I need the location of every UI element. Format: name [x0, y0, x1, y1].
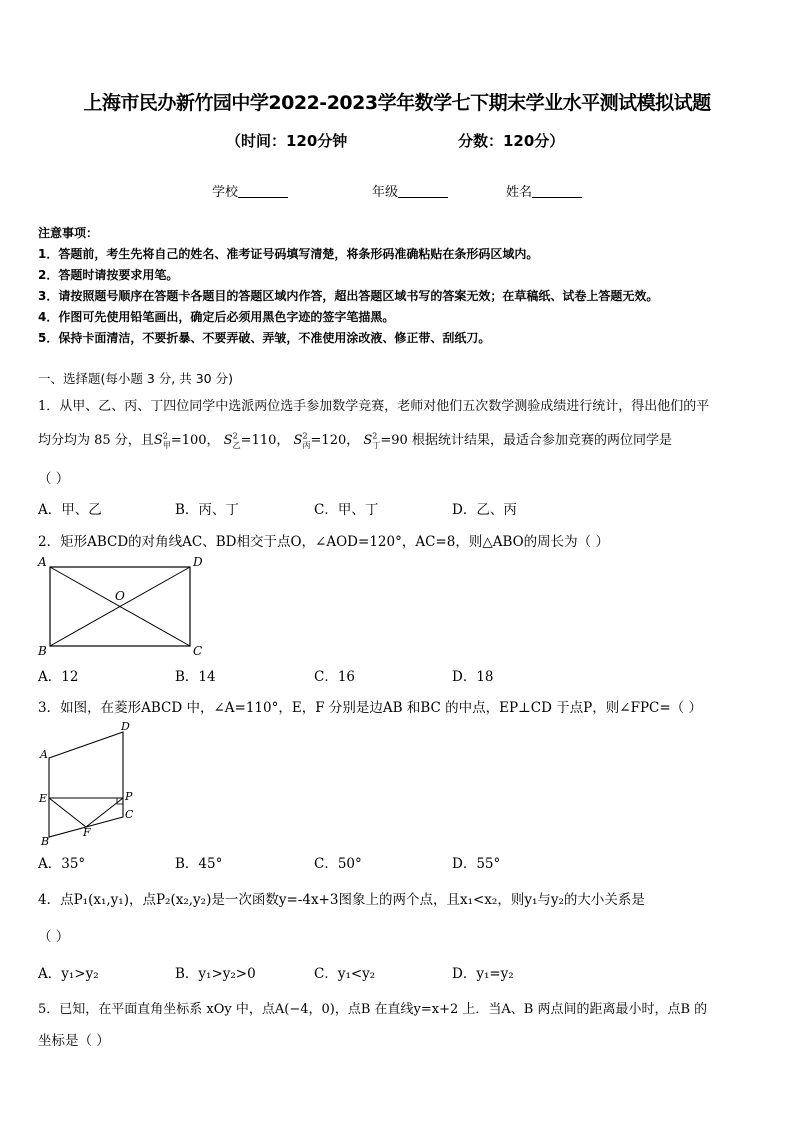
name-field: [506, 181, 582, 200]
grade-field: [372, 181, 448, 200]
name-label: 姓名: [506, 185, 533, 200]
q1-paren: （ ）: [38, 471, 70, 487]
label-b: B: [38, 644, 47, 658]
page-title: 上海市民办新竹园中学2022-2023学年数学七下期末学业水平测试模拟试题: [83, 92, 711, 114]
note-item: 2．答题时请按要求用笔。: [38, 268, 179, 282]
exam-score: 分数：120分）: [458, 132, 565, 150]
q3-option-c: C．50°: [314, 856, 362, 872]
segment-ef: [49, 798, 86, 827]
q1-option-a: A．甲、乙: [38, 502, 102, 518]
note-item: 3．请按照题号顺序在答题卡各题目的答题区域内作答，超出答题区域书写的答案无效；在草稿纸、试卷上答题无效。: [38, 289, 659, 303]
label-p: P: [125, 790, 133, 803]
q3-option-b: B．45°: [175, 856, 223, 872]
q3-option-a: A．35°: [38, 856, 86, 872]
note-item: 5．保持卡面清洁，不要折暴、不要弄破、弄皱，不准使用涂改液、修正带、刮纸刀。: [38, 331, 491, 345]
label-e: E: [39, 792, 48, 805]
q4-option-c: C．y₁<y₂: [314, 966, 376, 982]
q2-option-b: B．14: [175, 669, 216, 685]
q4-option-a: A．y₁>y₂: [38, 966, 99, 982]
q1-option-d: D．乙、丙: [452, 502, 517, 518]
label-d: D: [193, 555, 203, 569]
q5-line1: 5．已知，在平面直角坐标系 xOy 中，点A(−4，0)，点B 在直线y=x+2 上．当A、B 两点间的距离最小时，点B 的: [38, 1002, 708, 1017]
q1-line2: 均分均为 85 分，且$S^2_甲=100$， $S^2_乙=110$， $S^2_丙=120$， $S^2_丁=90$ 根据统计结果，最适合参加竞赛的两位同学是: [38, 431, 672, 450]
q3-text: 3．如图，在菱形ABCD 中，∠A=110°，E，F 分别是边AB 和BC 的中点，EP⊥CD 于点P，则∠FPC=（ ）: [38, 700, 702, 716]
label-c: C: [125, 808, 134, 821]
school-label: 学校: [212, 185, 239, 200]
grade-label: 年级: [372, 185, 399, 200]
label-b: B: [41, 835, 50, 848]
q4-paren: （ ）: [38, 929, 70, 945]
q2-option-c: C．16: [314, 669, 356, 685]
q1-option-b: B．丙、丁: [175, 502, 239, 518]
note-item: 1．答题前，考生先将自己的姓名、准考证号码填写清楚，将条形码准确粘贴在条形码区域内。: [38, 247, 539, 261]
label-f: F: [83, 826, 91, 839]
label-o: O: [115, 589, 125, 603]
label-d: D: [121, 720, 130, 733]
q5-line2: 坐标是（ ）: [38, 1033, 110, 1049]
q4-option-b: B．y₁>y₂>0: [175, 966, 256, 982]
rectangle-diagram: [30, 555, 220, 660]
q1-line1: 1．从甲、乙、丙、丁四位同学中选派两位选手参加数学竞赛，老师对他们五次数学测验成绩进行统计，得出他们的平: [38, 399, 710, 414]
q2-option-a: A．12: [38, 669, 79, 685]
section-heading: 一、选择题(每小题 3 分, 共 30 分): [38, 371, 233, 386]
rhombus-abcd: [49, 732, 123, 837]
q3-option-d: D．55°: [452, 856, 501, 872]
q4-text: 4．点P₁(x₁,y₁)，点P₂(x₂,y₂)是一次函数y=-4x+3图象上的两个点，且x₁<x₂，则y₁与y₂的大小关系是: [38, 892, 645, 908]
label-c: C: [193, 644, 203, 658]
note-item: 4．作图可先使用铅笔画出，确定后必须用黑色字迹的签字笔描黑。: [38, 310, 395, 324]
q1-option-c: C．甲、丁: [314, 502, 379, 518]
label-a: A: [40, 748, 48, 761]
exam-time: （时间：120分钟: [226, 132, 348, 150]
q4-option-d: D．y₁=y₂: [452, 966, 514, 982]
rhombus-diagram: [32, 718, 142, 848]
notes-heading: 注意事项：: [38, 226, 99, 240]
q2-option-d: D．18: [452, 669, 494, 685]
school-field: [212, 181, 288, 200]
q2-text: 2．矩形ABCD的对角线AC、BD相交于点O，∠AOD=120°，AC=8，则△ABO的周长为（ ）: [38, 534, 609, 550]
segment-fp: [86, 798, 123, 827]
label-a: A: [38, 555, 47, 569]
